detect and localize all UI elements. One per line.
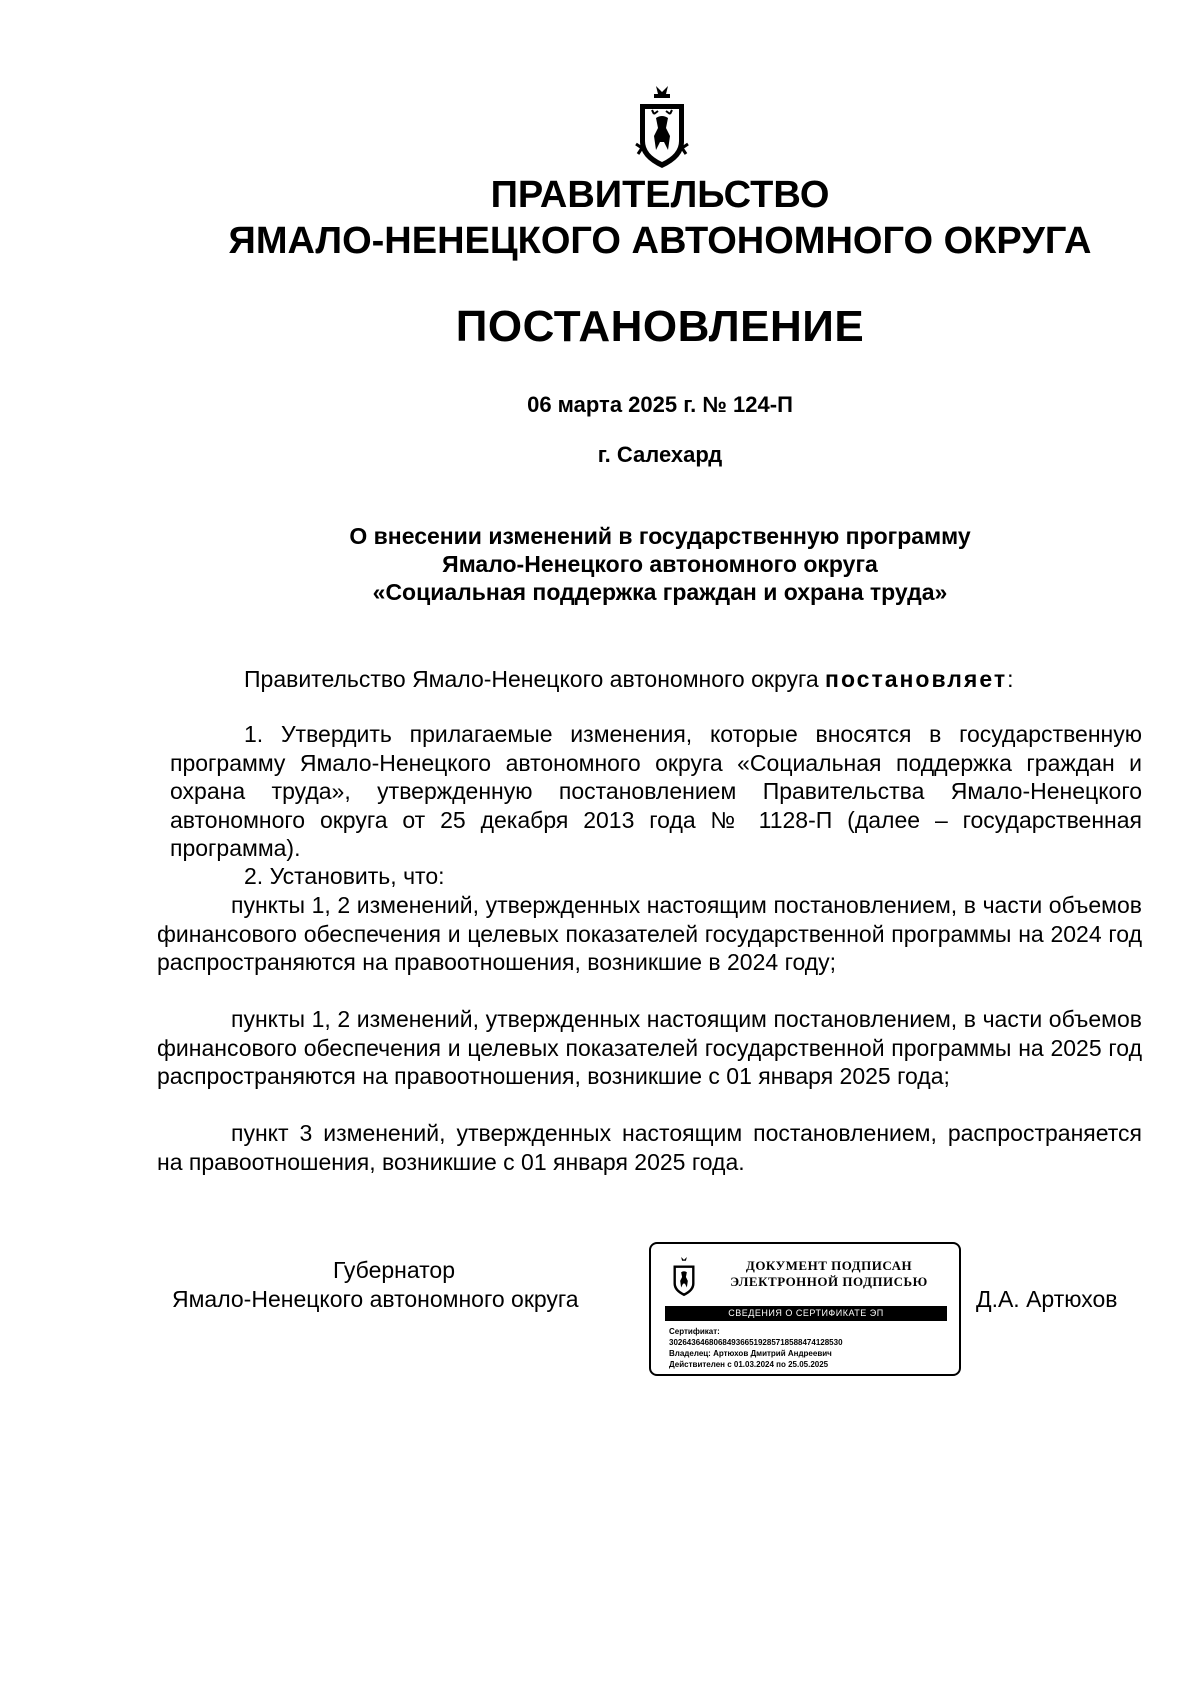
document-type: ПОСТАНОВЛЕНИЕ — [455, 302, 865, 351]
stamp-cert-label: Сертификат: — [669, 1327, 720, 1336]
signatory-name: Д.А. Артюхов — [976, 1286, 1118, 1312]
intro-paragraph — [244, 665, 1013, 694]
stamp-emblem-icon — [669, 1256, 699, 1298]
paragraph-4: пункты 1, 2 изменений, утвержденных настоящим постановлением, в части объемов финансового обеспечения и целевых показателей государственной программы на 2025 год распространяются на правоотношения, возникшие с 01 января 2025 года; — [157, 1006, 1142, 1089]
intro-verb: постановляет — [825, 666, 1008, 692]
intro-colon: : — [1007, 666, 1014, 692]
stamp-certificate-details — [669, 1326, 843, 1370]
stamp-certificate-bar: СВЕДЕНИЯ О СЕРТИФИКАТЕ ЭП — [665, 1306, 947, 1321]
signatory-post-line2: Ямало-Ненецкого автономного округа — [172, 1286, 579, 1312]
stamp-title — [711, 1258, 947, 1290]
stamp-owner: Владелец: Артюхов Дмитрий Андреевич — [669, 1349, 832, 1358]
paragraph-1: 1. Утвердить прилагаемые изменения, которые вносятся в государственную программу Ямало-Ненецкого автономного округа «Социальная поддержка граждан и охрана труда», утвержденную постановлением Правительства Ямало-Ненецкого автономного округа от 25 декабря 2013 года № 1128-П (далее – государственная программа). — [170, 721, 1142, 861]
document-date-number: 06 марта 2025 г. № 124-П — [527, 392, 793, 417]
subject-line: О внесении изменений в государственную программу — [349, 523, 971, 549]
organization-name-line1: ПРАВИТЕЛЬСТВО — [490, 174, 830, 216]
stamp-title-line: ДОКУМЕНТ ПОДПИСАН — [745, 1258, 913, 1273]
organization-name-line2: ЯМАЛО-НЕНЕЦКОГО АВТОНОМНОГО ОКРУГА — [228, 220, 1092, 262]
document-city: г. Салехард — [597, 442, 723, 467]
signatory-post-line1: Губернатор — [333, 1257, 456, 1283]
subject-line: Ямало-Ненецкого автономного округа — [442, 551, 878, 577]
paragraph-5: пункт 3 изменений, утвержденных настоящим постановлением, распространяется на правоотношения, возникшие с 01 января 2025 года. — [157, 1120, 1142, 1175]
stamp-title-line: ЭЛЕКТРОННОЙ ПОДПИСЬЮ — [730, 1274, 928, 1289]
paragraph-3: пункты 1, 2 изменений, утвержденных настоящим постановлением, в части объемов финансового обеспечения и целевых показателей государственной программы на 2024 год распространяются на правоотношения, возникшие в 2024 году; — [157, 892, 1142, 975]
subject-line: «Социальная поддержка граждан и охрана труда» — [372, 579, 948, 605]
coat-of-arms-emblem — [632, 84, 692, 172]
document-subject — [0, 522, 1200, 606]
intro-text: Правительство Ямало-Ненецкого автономного округа — [244, 666, 826, 692]
stamp-cert-number: 302643646806849366519285718588474128530 — [669, 1338, 843, 1347]
stamp-validity: Действителен с 01.03.2024 по 25.05.2025 — [669, 1360, 829, 1369]
paragraph-2: 2. Установить, что: — [244, 863, 445, 889]
electronic-signature-stamp — [649, 1242, 961, 1376]
